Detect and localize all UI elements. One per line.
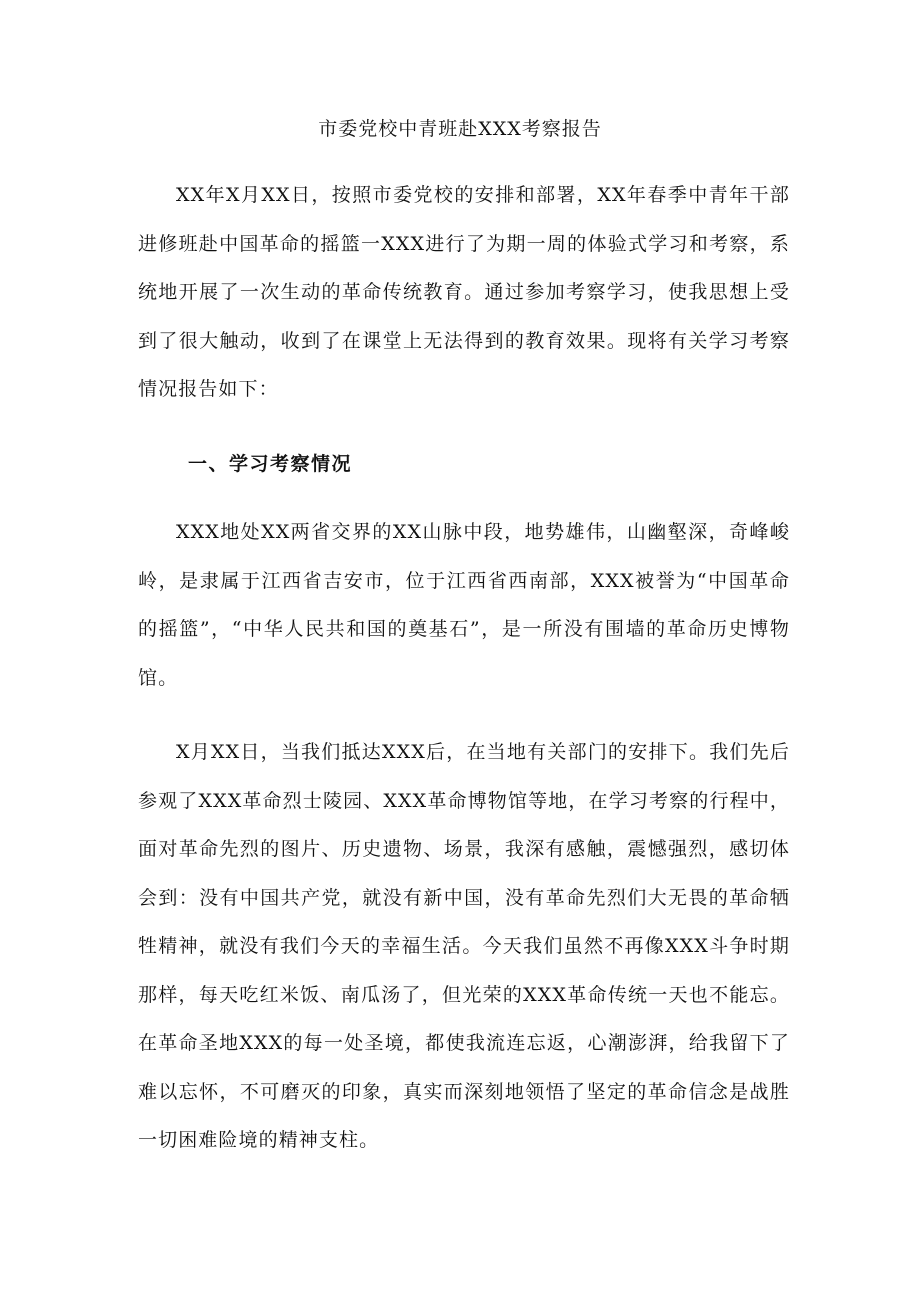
section-paragraph-visit: X月XX日，当我们抵达XXX后，在当地有关部门的安排下。我们先后参观了XXX革命烈士陵园、XXX革命博物馆等地，在学习考察的行程中，面对革命先烈的图片、历史遗物、场景，我深有感触，震憾强烈，感切体会到：没有中国共产党，就没有新中国，没有革命先烈们大无畏的革命牺牲精神，就没有我们今天的幸福生活。今天我们虽然不再像XXX斗争时期那样，每天吃红米饭、南瓜汤了，但光荣的XXX革命传统一天也不能忘。在革命圣地XXX的每一处圣境，都使我流连忘返，心潮澎湃，给我留下了难以忘怀，不可磨灭的印象，真实而深刻地领悟了坚定的革命信念是战胜一切困难险境的精神支柱。: [138, 741, 790, 1151]
section-heading: 一、学习考察情况: [188, 453, 353, 475]
section-paragraph-location: XXX地处XX两省交界的XX山脉中段，地势雄伟，山幽壑深，奇峰峻岭，是隶属于江西省吉安市，位于江西省西南部，XXX被誉为“中国革命的摇篮”，“中华人民共和国的奠基石”，是一所没有围墙的革命历史博物馆。: [138, 521, 790, 689]
document-title: 市委党校中青班赴XXX考察报告: [318, 118, 602, 140]
intro-paragraph: XX年X月XX日，按照市委党校的安排和部署，XX年春季中青年干部进修班赴中国革命的摇篮一XXX进行了为期一周的体验式学习和考察，系统地开展了一次生动的革命传统教育。通过参加考察学习，使我思想上受到了很大触动，收到了在课堂上无法得到的教育效果。现将有关学习考察情况报告如下：: [138, 184, 790, 400]
